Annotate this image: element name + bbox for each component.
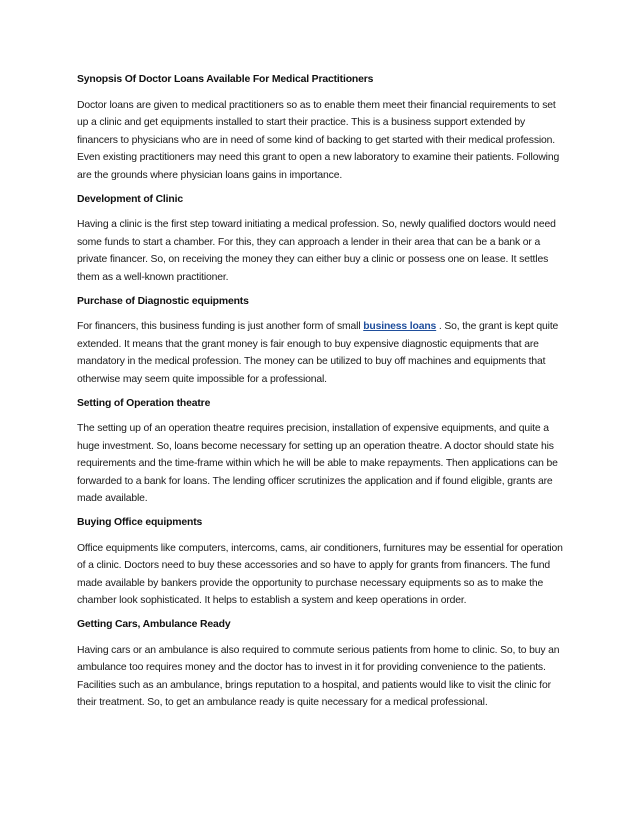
section-body-diagnostic-equipments <box>77 318 563 388</box>
business-loans-link[interactable]: business loans <box>363 321 437 333</box>
section-body-operation-theatre: The setting up of an operation theatre requires precision, installation of expensive equipments, and quite a huge investment. So, loans become necessary for setting up an operation theatre. A doctor should state his requirements and the time-frame within which he will be able to make repayments. Then applications can be forwarded to a bank for loans. The lending officer scrutinizes the application and if found eligible, grants are made available. <box>77 423 558 505</box>
section-body-cars-ambulance: Having cars or an ambulance is also required to commute serious patients from home to clinic. So, to buy an ambulance too requires money and the doctor has to invest in it for providing convenience to the patients. Facilities such as an ambulance, brings reputation to a hospital, and patients would like to visit the clinic for their treatment. So, to get an ambulance ready is quite necessary for a medical professional. <box>77 644 560 709</box>
section-heading-office-equipments: Buying Office equipments <box>77 517 203 529</box>
section-heading-cars-ambulance: Getting Cars, Ambulance Ready <box>77 619 231 631</box>
section-body-office-equipments: Office equipments like computers, intercoms, cams, air conditioners, furnitures may be essential for operation of a clinic. Doctors need to buy these accessories and so have to apply for grants from financers. The fund made available by bankers provide the opportunity to purchase necessary equipments so as to make the chamber look sophisticated. It helps to establish a system and keep operations in order. <box>77 542 563 607</box>
document-body <box>77 71 563 718</box>
section-heading-diagnostic-equipments: Purchase of Diagnostic equipments <box>77 295 249 307</box>
document-title: Synopsis Of Doctor Loans Available For Medical Practitioners <box>77 74 374 85</box>
section-body-development-of-clinic: Having a clinic is the first step toward initiating a medical profession. So, newly qualified doctors would need some funds to start a chamber. For this, they can approach a lender in their area that can be a bank or a private financer. So, on receiving the money they can either buy a clinic or possess one on lease. It settles them as a well-known practitioner. <box>77 219 556 283</box>
section-heading-operation-theatre: Setting of Operation theatre <box>77 397 211 409</box>
body-text-after-link: . So, the grant is kept quite extended. It means that the grant money is fair enough to buy expensive diagnostic equipments that are mandatory in the medical profession. The money can be utilized to buy off machines and equipments that otherwise may seem quite impossible for a professional. <box>77 321 559 385</box>
section-heading-development-of-clinic: Development of Clinic <box>77 193 183 205</box>
intro-paragraph: Doctor loans are given to medical practitioners so as to enable them meet their financial requirements to set up a clinic and get equipments installed to start their practice. This is a business support extended by financers to physicians who are in need of some kind of backing to get started with their medical profession. Even existing practitioners may need this grant to open a new laboratory to examine their patients. Following are the grounds where physician loans gains in importance. <box>77 99 560 181</box>
body-text-before-link: For financers, this business funding is just another form of small <box>77 321 364 333</box>
